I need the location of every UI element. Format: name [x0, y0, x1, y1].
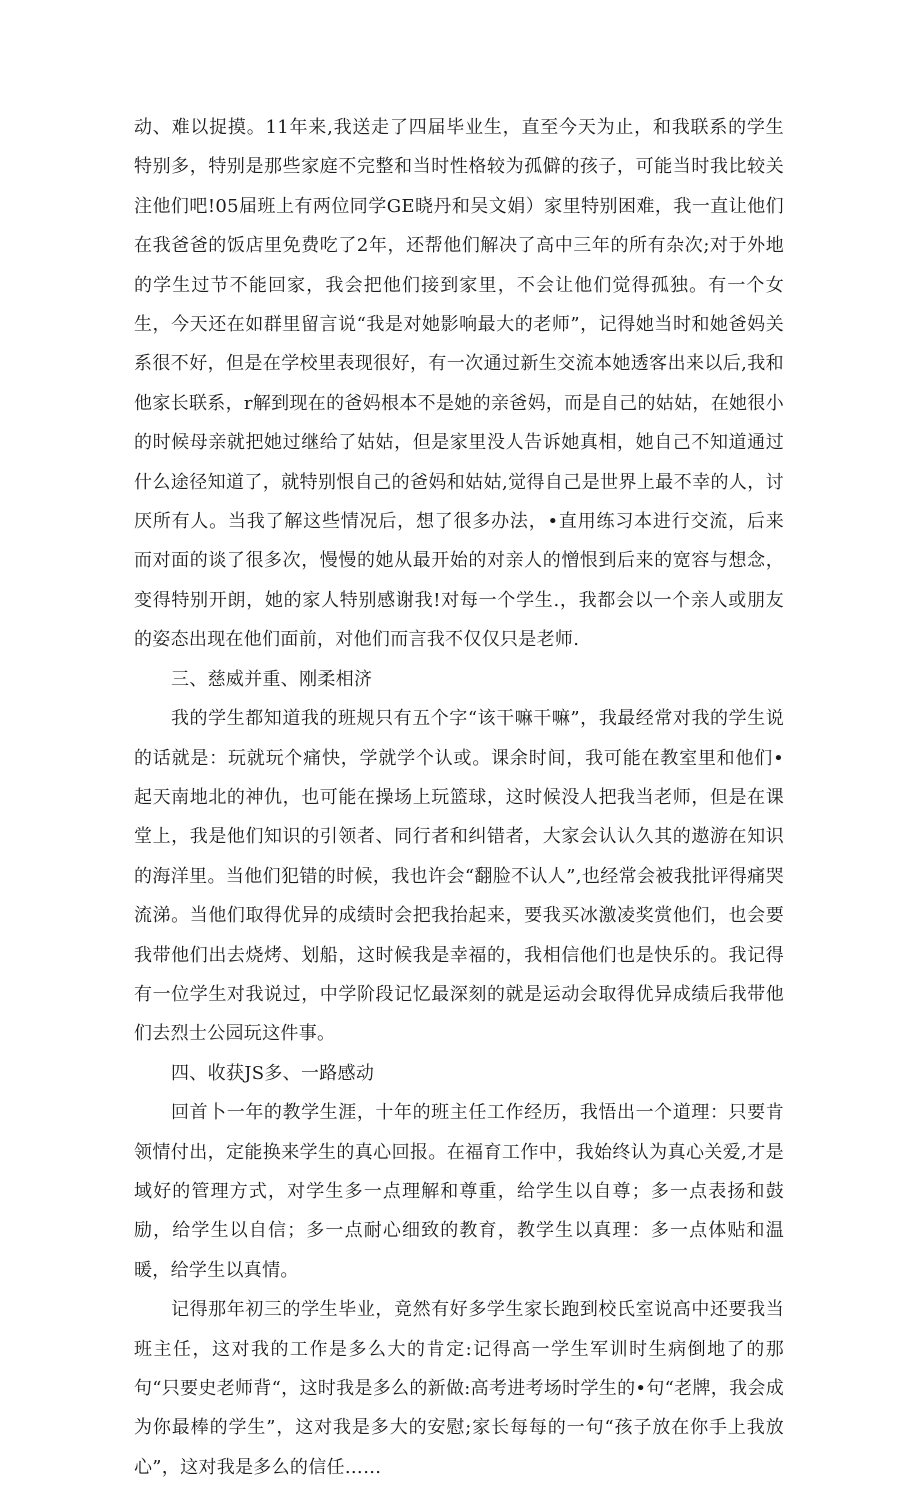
document-body	[134, 108, 784, 1487]
section-heading-3: 三、慈威并重、刚柔相济	[171, 668, 373, 690]
paragraph-teaching-reflection: 回首卜一年的教学生涯，十年的班主任工作经历，我悟出一个道理：只要肯领情付出，定能换来学生的真心回报。在福育工作中，我始终认为真心关爱,才是域好的管理方式，对学生多一点理解和尊重，给学生以自尊；多一点表扬和鼓励，给学生以自信；多一点耐心细致的教育，教学生以真理：多一点体贴和温暖，给学生以真情。	[134, 1102, 784, 1281]
paragraph-student-care: 动、难以捉摸。11年来,我送走了四届毕业生，直至今天为止，和我联系的学生特别多，特别是那些家庭不完整和当时性格较为孤僻的孩子，可能当时我比较关注他们吧!05届班上有两位同学GE晓丹和吴文娟）家里特别困难，我一直让他们在我爸爸的饭店里免费吃了2年，还帮他们解决了高中三年的所有杂次;对于外地的学生过节不能回家，我会把他们接到家里，不会让他们觉得孤独。有一个女生，今天还在如群里留言说“我是对她影响最大的老师”，记得她当时和她爸妈关系很不好，但是在学校里表现很好，有一次通过新生交流本她透客出来以后,我和他家长联系，r解到现在的爸妈根本不是她的亲爸妈，而是自己的姑姑，在她很小的时候母亲就把她过继给了姑姑，但是家里没人告诉她真相，她自己不知道通过什么途径知道了，就特别恨自己的爸妈和姑姑,觉得自己是世界上最不幸的人，讨厌所有人。当我了解这些情况后，想了很多办法，•直用练习本进行交流，后来而对面的谈了很多次，慢慢的她从最开始的对亲人的憎恨到后来的宽容与想念，变得特别开朗，她的家人特别感谢我!对每一个学生.，我都会以一个亲人或朋友的姿态出现在他们面前，对他们而言我不仅仅只是老师.	[134, 117, 785, 651]
section-heading-4: 四、收获JS多、一路感动	[171, 1062, 375, 1084]
paragraph-class-rules: 我的学生都知道我的班规只有五个字“该干嘛干嘛”，我最经常对我的学生说的话就是：玩就玩个痛快，学就学个认或。课余时间，我可能在教室里和他们•起天南地北的神仇，也可能在操场上玩篮球，这时候没人把我当老师，但是在课堂上，我是他们知识的引领者、同行者和纠错者，大家会认认久其的遨游在知识的海洋里。当他们犯错的时候，我也许会“翻脸不认人”,也经常会被我批评得痛哭流涕。当他们取得优异的成绩时会把我抬起来，要我买冰激凌奖赏他们，也会要我带他们出去烧烤、划船，这时候我是幸福的，我相信他们也是快乐的。我记得有一位学生对我说过，中学阶段记忆最深刻的就是运动会取得优异成绩后我带他们去烈士公园玩这件事。	[134, 708, 784, 1045]
paragraph-memories: 记得那年初三的学生毕业，竟然有好多学生家长跑到校氏室说高中还要我当班主任，这对我的工作是多么大的肯定:记得高一学生军训时生病倒地了的那句“只要史老师背“，这时我是多么的新做:高考进考场时学生的•句“老牌，我会成为你最棒的学生”，这对我是多大的安慰;家长每每的一句“孩子放在你手上我放心”，这对我是多么的信任……	[134, 1299, 784, 1478]
